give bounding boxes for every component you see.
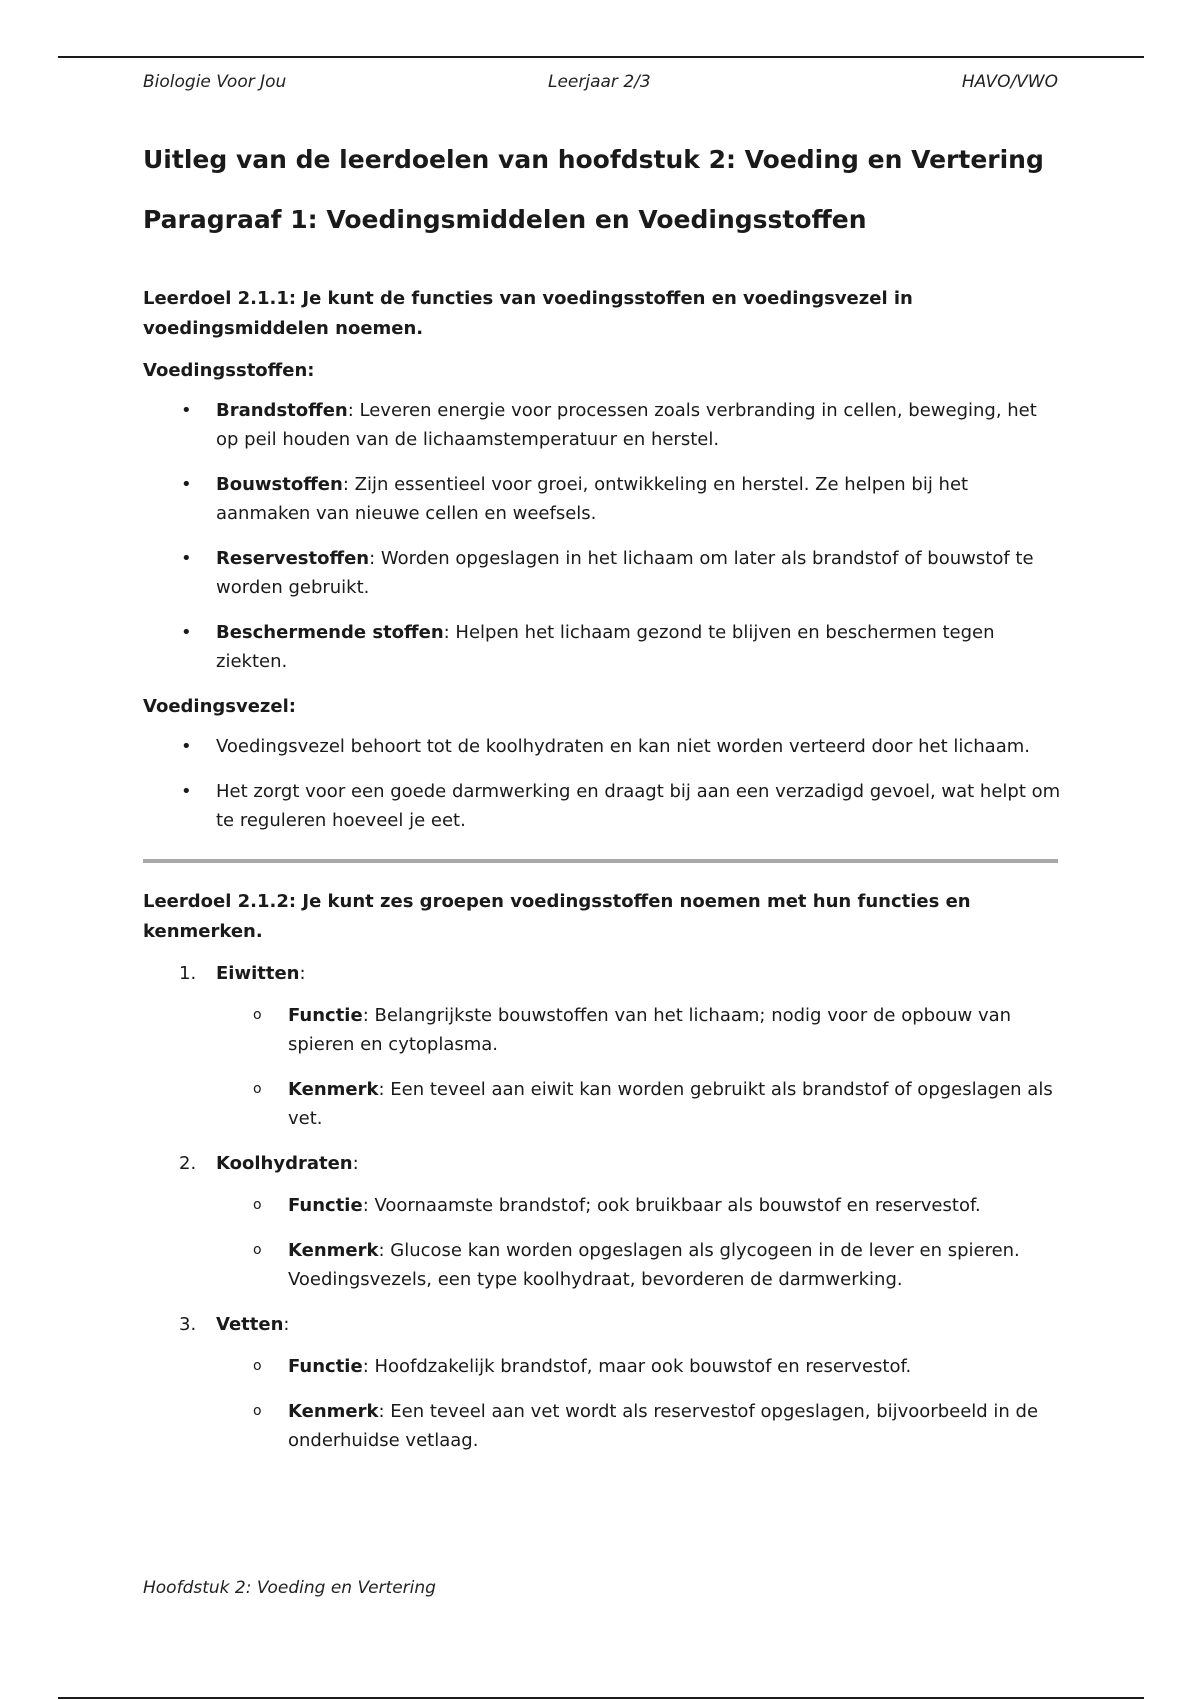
trait-text: : Glucose kan worden opgeslagen als glycogeen in de lever en spieren. Voedingsvezels, een type koolhydraat, bevorderen de darmwerking. [288,1240,1020,1290]
function-text: : Belangrijkste bouwstoffen van het lichaam; nodig voor de opbouw van spieren en cytoplasma. [288,1005,1012,1055]
header-right-text: HAVO/VWO [961,72,1058,92]
list-item [143,618,1063,676]
circle-bullet-icon: o [253,1242,262,1258]
list-item [143,544,1063,602]
group-details [143,1191,1063,1294]
nutrient-groups-list [143,959,1063,1455]
trait-text: : Een teveel aan vet wordt als reservestof opgeslagen, bijvoorbeeld in de onderhuidse vetlaag. [288,1401,1039,1451]
function-text: : Hoofdzakelijk brandstof, maar ook bouwstof en reservestof. [362,1356,912,1377]
nutrients-heading: Voedingsstoffen: [143,360,315,381]
trait-text: : Een teveel aan eiwit kan worden gebruikt als brandstof of opgeslagen als vet. [288,1079,1053,1129]
trait-label: Kenmerk [288,1401,379,1422]
description: Het zorgt voor een goede darmwerking en draagt bij aan een verzadigd gevoel, wat helpt om te reguleren hoeveel je eet. [216,781,1061,831]
nutrient-group-eiwitten [143,959,1063,1133]
bullet-icon: • [181,736,192,757]
function-label: Functie [288,1195,363,1216]
list-item [143,470,1063,528]
list-item [143,732,1063,761]
group-name: Eiwitten [216,963,300,984]
term: Reservestoffen [216,548,370,569]
bullet-icon: • [181,400,192,421]
list-item [143,1352,1063,1381]
group-number: 2. [179,1153,197,1174]
bullet-icon: • [181,474,192,495]
list-item [143,396,1063,454]
description: Voedingsvezel behoort tot de koolhydraten en kan niet worden verteerd door het lichaam. [216,736,1030,757]
colon: : [283,1314,290,1335]
circle-bullet-icon: o [253,1197,262,1213]
function-label: Functie [288,1005,363,1026]
group-name: Vetten [216,1314,284,1335]
trait-label: Kenmerk [288,1079,379,1100]
document-body [143,140,1063,1471]
list-item [143,1191,1063,1220]
trait-label: Kenmerk [288,1240,379,1261]
list-item [143,777,1063,835]
header-rule [58,56,1144,58]
list-item [143,1001,1063,1059]
description: : Helpen het lichaam gezond te blijven en beschermen tegen ziekten. [216,622,995,672]
nutrient-group-koolhydraten [143,1149,1063,1294]
function-text: : Voornaamste brandstof; ook bruikbaar als bouwstof en reservestof. [362,1195,981,1216]
section-divider [143,859,1058,863]
header-left-text: Biologie Voor Jou [143,72,287,92]
circle-bullet-icon: o [253,1007,262,1023]
nutrient-group-vetten [143,1310,1063,1455]
group-name: Koolhydraten [216,1153,353,1174]
group-details [143,1352,1063,1455]
description: : Worden opgeslagen in het lichaam om later als brandstof of bouwstof te worden gebruikt. [216,548,1034,598]
description: : Zijn essentieel voor groei, ontwikkeling en herstel. Ze helpen bij het aanmaken van nieuwe cellen en weefsels. [216,474,969,524]
fiber-heading: Voedingsvezel: [143,696,296,717]
bullet-icon: • [181,781,192,802]
function-label: Functie [288,1356,363,1377]
list-item [143,1397,1063,1455]
group-title [143,959,1063,989]
group-number: 3. [179,1314,197,1335]
fiber-list [143,732,1063,835]
footer-rule [58,1697,1144,1699]
description: : Leveren energie voor processen zoals verbranding in cellen, beweging, het op peil houden van de lichaamstemperatuur en herstel. [216,400,1037,450]
document-title: Uitleg van de leerdoelen van hoofdstuk 2: Voeding en Vertering [143,145,1044,174]
group-title [143,1149,1063,1179]
term: Beschermende stoffen [216,622,444,643]
bullet-icon: • [181,548,192,569]
circle-bullet-icon: o [253,1403,262,1419]
nutrients-list [143,396,1063,676]
colon: : [299,963,306,984]
term: Bouwstoffen [216,474,343,495]
header-center-text: Leerjaar 2/3 [548,72,651,92]
colon: : [352,1153,359,1174]
circle-bullet-icon: o [253,1358,262,1374]
learning-goal-2-1-1: Leerdoel 2.1.1: Je kunt de functies van voedingsstoffen en voedingsvezel in voedingsmiddelen noemen. [143,288,913,339]
page-footer: Hoofdstuk 2: Voeding en Vertering [143,1578,436,1598]
circle-bullet-icon: o [253,1081,262,1097]
group-title [143,1310,1063,1340]
page-header [143,72,1058,96]
bullet-icon: • [181,622,192,643]
paragraph-title: Paragraaf 1: Voedingsmiddelen en Voedingsstoffen [143,205,867,234]
list-item [143,1236,1063,1294]
group-number: 1. [179,963,197,984]
list-item [143,1075,1063,1133]
term: Brandstoffen [216,400,348,421]
learning-goal-2-1-2: Leerdoel 2.1.2: Je kunt zes groepen voedingsstoffen noemen met hun functies en kenmerken. [143,891,971,942]
group-details [143,1001,1063,1133]
